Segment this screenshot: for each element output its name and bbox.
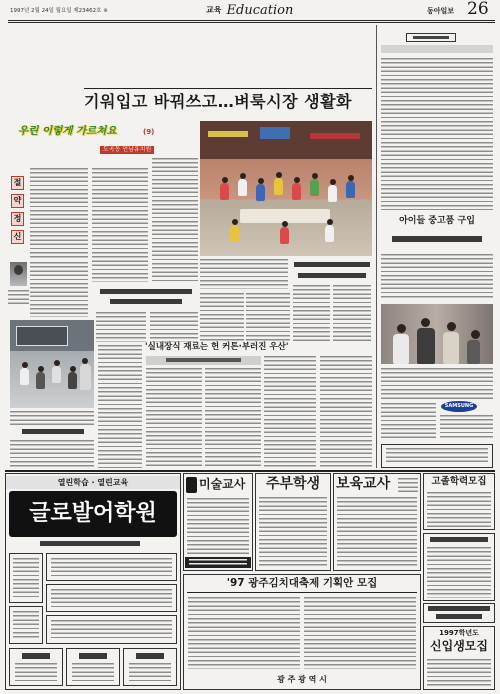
photo-child xyxy=(292,183,301,200)
pull-quote: '실내장식 재료는 헌 커튼·부러진 우산' xyxy=(145,342,289,352)
body-text-block xyxy=(146,368,202,468)
family-photo xyxy=(381,304,493,364)
ad-text-block xyxy=(188,597,300,669)
photo-child xyxy=(325,225,334,242)
photo-child xyxy=(256,184,265,201)
branch-contact xyxy=(129,663,171,681)
column-text-block xyxy=(381,368,493,400)
kimchi-ad-title: '97 광주김치대축제 기획안 모집 xyxy=(226,577,378,589)
body-text-block xyxy=(200,293,244,341)
photo-child xyxy=(36,372,45,389)
branch-name xyxy=(79,653,107,659)
samsung-logo: SAMSUNG xyxy=(441,401,477,412)
ad-section-rule xyxy=(5,470,495,472)
ad-text-block xyxy=(51,589,172,608)
photo-child xyxy=(274,178,283,195)
article-subhead xyxy=(100,289,192,294)
branch-name xyxy=(22,653,50,659)
body-text-block xyxy=(152,158,198,282)
vocational-ad-heading xyxy=(436,614,482,619)
housewife-ad-title: 주부학생 xyxy=(265,476,321,492)
ad-text-block xyxy=(427,659,491,687)
body-text-block xyxy=(320,356,372,468)
vocational-ad-heading xyxy=(428,606,490,611)
column-label-text xyxy=(413,36,449,39)
body-text-block xyxy=(92,168,148,282)
section-title-english: Education xyxy=(226,3,294,18)
photo-child xyxy=(280,227,289,244)
series-number: (9) xyxy=(143,128,155,136)
photo-child xyxy=(328,185,337,202)
photo-child xyxy=(220,183,229,200)
photo-child xyxy=(230,225,239,242)
section-title-korean: 교육 xyxy=(206,5,222,15)
issue-date-line: 1997년 2월 24일 월요일 제23462호 ※ xyxy=(10,8,108,14)
body-text-block xyxy=(10,440,94,468)
academy-tagline: 열린학습 · 열린교육 xyxy=(6,476,180,489)
photo-child xyxy=(52,366,61,383)
photo-shelf xyxy=(208,131,248,137)
ad-text-block xyxy=(51,620,172,639)
photo-teacher xyxy=(80,364,91,390)
column-text-block xyxy=(381,58,493,210)
photo-caption xyxy=(10,411,94,425)
photo-person xyxy=(443,332,459,364)
branch-contact xyxy=(72,663,114,681)
body-text-block xyxy=(246,293,290,341)
column-text-block xyxy=(381,254,493,300)
body-text-block xyxy=(98,345,142,468)
admission-title: 신입생모집 xyxy=(430,639,488,653)
header-rule xyxy=(8,20,495,21)
body-text-block xyxy=(333,285,371,341)
column-byline-band xyxy=(381,45,493,53)
photo-shelf xyxy=(310,133,360,139)
ad-text-block xyxy=(187,498,249,554)
branch-name xyxy=(136,653,164,659)
academy-info-box xyxy=(9,606,43,644)
column-text-block xyxy=(440,415,493,440)
ad-text-block xyxy=(259,497,327,568)
header-rule-thin xyxy=(8,22,495,23)
photo-board xyxy=(16,326,68,346)
portrait-caption xyxy=(8,290,29,306)
side-label-char: 정 xyxy=(11,212,24,226)
ad-text-block xyxy=(398,478,418,492)
classroom-photo xyxy=(200,121,372,256)
page-number: 26 xyxy=(467,0,489,19)
photo-person xyxy=(467,340,480,364)
side-label-char: 약 xyxy=(11,194,24,208)
branch-contact xyxy=(15,663,57,681)
side-label-char: 절 xyxy=(11,176,24,190)
academy-branch-box xyxy=(123,648,177,686)
academy-name: 글로발어학원 xyxy=(9,491,177,537)
body-text-block xyxy=(30,168,88,258)
ad-text-block xyxy=(427,547,491,598)
body-text-block xyxy=(96,312,146,342)
article-subhead xyxy=(298,273,366,278)
childcare-ad-title: 보육교사 xyxy=(336,476,391,492)
academy-branch-box xyxy=(66,648,120,686)
admission-year: 1997학년도 xyxy=(439,629,479,637)
kimchi-ad-rule xyxy=(187,592,417,593)
body-text-block xyxy=(205,368,261,468)
school-label: 도곡동 언남유치원 xyxy=(100,146,154,154)
ad-text-block xyxy=(51,558,172,577)
body-text-block xyxy=(264,356,316,468)
photo-child xyxy=(20,368,29,385)
column-note-box xyxy=(381,444,493,468)
photo-child xyxy=(68,372,77,389)
photo-person xyxy=(417,328,435,364)
ad-text-block xyxy=(13,558,39,599)
photo-shelf xyxy=(260,127,290,139)
body-text-block xyxy=(150,312,198,342)
art-ad-contact-band xyxy=(185,557,251,568)
classroom-photo-small xyxy=(10,320,94,408)
ad-text-block xyxy=(337,497,417,568)
body-text-block xyxy=(30,262,88,317)
ad-text-block xyxy=(427,492,491,527)
photo-child xyxy=(238,179,247,196)
academy-branch-box xyxy=(9,648,63,686)
series-title: 우린 이렇게 가르쳐요 xyxy=(18,125,117,137)
column-text-block xyxy=(381,403,436,440)
series-logo xyxy=(18,124,138,144)
photo-child xyxy=(310,179,319,196)
school-ad-heading xyxy=(430,537,488,542)
column-note-text xyxy=(386,448,488,465)
academy-subtitle xyxy=(40,541,140,546)
headline-rule xyxy=(84,88,372,89)
photo-caption xyxy=(200,259,288,289)
newspaper-name: 동아일보 xyxy=(427,7,455,15)
column-divider xyxy=(376,25,377,468)
column-label-box xyxy=(406,33,456,42)
article-headline: 기워입고 바꿔쓰고…벼룩시장 생활화 xyxy=(84,92,352,111)
article-subhead xyxy=(294,262,370,267)
academy-course-box xyxy=(46,615,177,644)
boxed-subhead-text xyxy=(166,358,241,362)
ad-text-block xyxy=(189,559,247,566)
art-ad-title: 미술교사 xyxy=(199,477,246,491)
sidebar-subhead xyxy=(22,429,84,434)
ad-text-block xyxy=(304,597,416,669)
section-title xyxy=(206,2,293,18)
kimchi-ad-sponsor: 광 주 광 역 시 xyxy=(277,675,327,684)
article-subhead xyxy=(110,299,182,304)
column-headline-line2 xyxy=(392,236,482,242)
academy-info-box xyxy=(9,553,43,603)
academy-course-box xyxy=(46,584,177,612)
diploma-ad-title: 고졸학력모집 xyxy=(431,476,487,487)
ad-text-block xyxy=(13,611,39,640)
photo-child xyxy=(346,181,355,198)
side-label-char: 신 xyxy=(11,230,24,244)
column-headline: 아이들 중고품 구입 xyxy=(399,216,475,226)
academy-course-box xyxy=(46,553,177,581)
body-text-block xyxy=(293,285,330,341)
teacher-portrait-photo xyxy=(10,262,27,286)
art-ad-mark xyxy=(186,477,197,493)
boxed-subhead xyxy=(146,356,261,365)
photo-person xyxy=(393,334,409,364)
